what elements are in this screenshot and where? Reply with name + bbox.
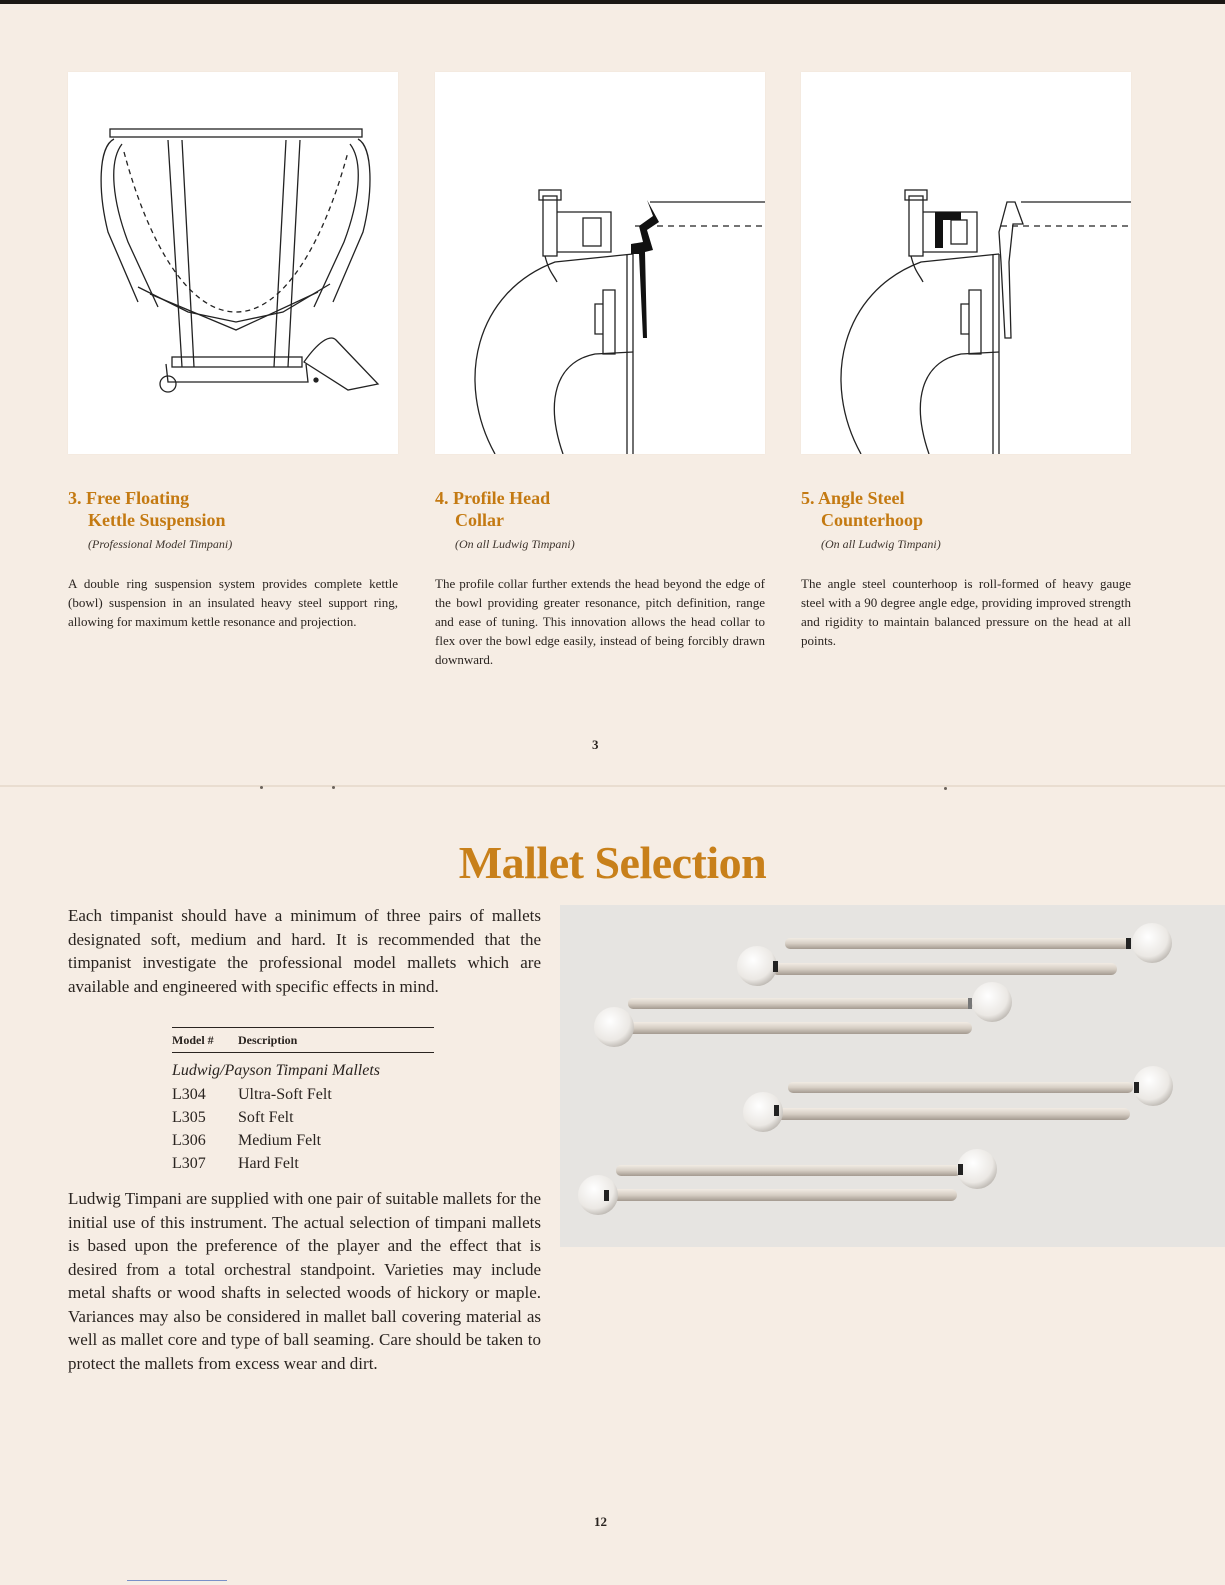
feature-body: The angle steel counterhoop is roll-formed of heavy gauge steel with a 90 degree angle edge, providing improved strength and rigidity to maintain balanced pressure on the head at all points. (801, 576, 1131, 648)
feature-profile-head-collar (435, 487, 765, 669)
table-row (172, 1083, 434, 1106)
description-cell: Soft Felt (238, 1109, 294, 1126)
model-cell: L307 (172, 1155, 206, 1172)
page-fold (0, 785, 1225, 787)
feature-angle-steel (801, 487, 1131, 650)
page-title: Mallet Selection (458, 837, 767, 888)
table-header (172, 1027, 434, 1053)
kettle-suspension-illustration (68, 72, 398, 454)
description-cell: Medium Felt (238, 1132, 322, 1149)
feature-subtitle: (On all Ludwig Timpani) (821, 537, 941, 551)
speck (260, 786, 263, 789)
speck (332, 786, 335, 789)
feature-body: A double ring suspension system provides complete kettle (bowl) suspension in an insulated heavy steel support ring, allowing for maximum kettle resonance and projection. (68, 576, 398, 629)
feature-body: The profile collar further extends the head beyond the edge of the bowl providing greater resonance, pitch definition, range and ease of tuning. This innovation allows the head collar to flex over the bowl edge easily, instead of being forcibly drawn downward. (435, 576, 765, 667)
speck (944, 787, 947, 790)
column-header-model: Model # (172, 1032, 214, 1047)
table-row (172, 1106, 434, 1129)
mallet-table (172, 1027, 434, 1175)
feature-free-floating (68, 487, 398, 631)
body-paragraph: Ludwig Timpani are supplied with one pair of suitable mallets for the initial use of this instrument. The actual selection of timpani mallets is based upon the preference of the player and the effect that is desired from a total orchestral standpoint. Varieties may include metal shafts or wood shafts in selected woods of hickory or maple. Variances may also be considered in mallet ball covering material as well as mallet core and type of ball seaming. Care should be taken to protect the mallets from excess wear and dirt. (68, 1189, 541, 1373)
description-cell: Ultra-Soft Felt (238, 1086, 332, 1103)
table-row (172, 1152, 434, 1175)
mallets-photo (560, 905, 1225, 1247)
top-edge (0, 0, 1225, 4)
intro-paragraph: Each timpanist should have a minimum of three pairs of mallets designated soft, medium and hard. It is recommended that the timpanist investigate the professional model mallets which are available and engineered with specific effects in mind. (68, 906, 541, 996)
angle-steel-counterhoop-illustration (801, 72, 1131, 454)
profile-head-collar-illustration (435, 72, 765, 454)
table-row (172, 1129, 434, 1152)
column-header-description: Description (238, 1032, 298, 1047)
model-cell: L306 (172, 1132, 206, 1149)
page-number-upper: 3 (592, 737, 599, 752)
feature-title: 3. Free Floating Kettle Suspension (68, 488, 226, 530)
table-group-label: Ludwig/Payson Timpani Mallets (172, 1062, 381, 1079)
model-cell: L304 (172, 1086, 206, 1103)
bottom-edge-line (127, 1580, 227, 1581)
description-cell: Hard Felt (238, 1155, 299, 1172)
page-number-lower: 12 (594, 1514, 607, 1529)
model-cell: L305 (172, 1109, 206, 1126)
feature-title: 5. Angle Steel Counterhoop (801, 488, 924, 530)
feature-subtitle: (On all Ludwig Timpani) (455, 537, 575, 551)
feature-subtitle: (Professional Model Timpani) (88, 537, 233, 551)
feature-title: 4. Profile Head Collar (435, 488, 551, 530)
